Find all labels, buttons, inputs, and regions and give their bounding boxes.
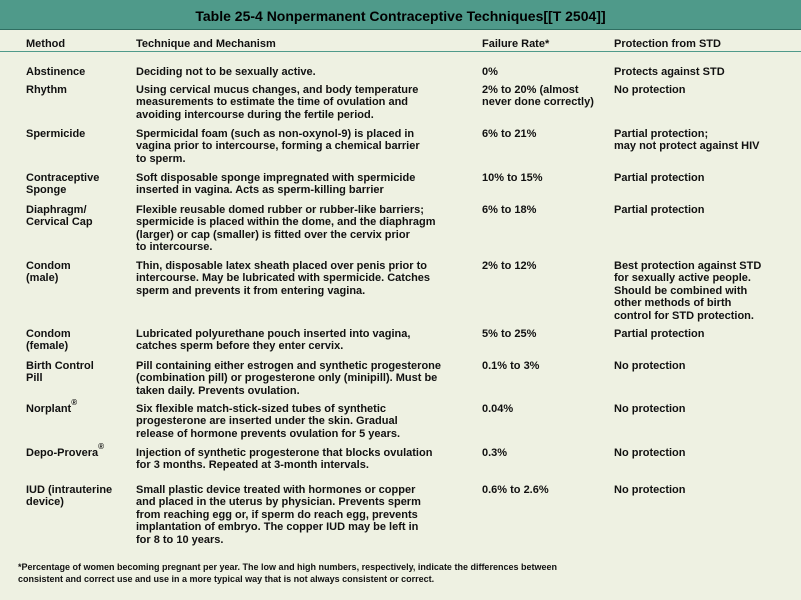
cell-technique [136, 403, 476, 440]
cell-line: Thin, disposable latex sheath placed over penis prior to [136, 260, 427, 272]
cell-line: for sexually active people. [614, 272, 751, 285]
cell-failure [482, 128, 608, 140]
cell-line: 6% to 21% [482, 128, 537, 140]
cell-line: (larger) or cap (smaller) is fitted over the cervix prior [136, 228, 410, 241]
cell-method [26, 66, 132, 78]
table-header-row [0, 32, 801, 52]
cell-line: Flexible reusable domed rubber or rubber-like barriers; [136, 204, 424, 216]
cell-line: from reaching egg or, if sperm do reach egg, prevents [136, 508, 418, 521]
cell-failure [482, 360, 608, 372]
cell-line: catches sperm before they enter cervix. [136, 340, 344, 353]
cell-line: Spermicidal foam (such as non-oxynol-9) is placed in [136, 128, 415, 140]
cell-line: No protection [614, 403, 686, 415]
cell-line: Cervical Cap [26, 216, 93, 229]
cell-line: Partial protection [614, 204, 705, 216]
cell-failure [482, 66, 608, 78]
cell-method [26, 128, 132, 140]
cell-protection [614, 328, 794, 340]
cell-line: implantation of embryo. The copper IUD may be left in [136, 521, 419, 534]
cell-line: may not protect against HIV [614, 140, 760, 153]
cell-protection [614, 484, 794, 496]
cell-line: 5% to 25% [482, 328, 537, 340]
cell-line: Lubricated polyurethane pouch inserted into vagina, [136, 328, 411, 340]
cell-failure [482, 403, 608, 415]
cell-protection [614, 84, 794, 96]
cell-line: 0.1% to 3% [482, 360, 540, 372]
cell-technique [136, 128, 476, 165]
cell-method [26, 84, 132, 96]
cell-line: vagina prior to intercourse, forming a chemical barrier [136, 140, 420, 153]
cell-failure [482, 84, 608, 109]
cell-technique [136, 328, 476, 353]
cell-line: 6% to 18% [482, 204, 537, 216]
cell-line: 0.3% [482, 447, 508, 459]
cell-line: Soft disposable sponge impregnated with spermicide [136, 172, 416, 184]
cell-line: No protection [614, 360, 686, 372]
footnote-line: *Percentage of women becoming pregnant per year. The low and high numbers, respectively, indicate the differences between [18, 562, 557, 572]
cell-technique [136, 172, 476, 197]
cell-line: Condom [26, 328, 71, 340]
cell-technique [136, 360, 476, 397]
cell-line: 2% to 12% [482, 260, 537, 272]
cell-line: Small plastic device treated with hormones or copper [136, 484, 416, 496]
cell-method [26, 328, 132, 353]
cell-protection [614, 128, 794, 153]
footnote-line: consistent and correct use and use in a more typical way that is not always consistent or correct. [18, 574, 435, 584]
cell-line: 2% to 20% (almost [482, 84, 579, 96]
header-protection: Protection from STD [614, 38, 721, 50]
cell-line: Partial protection; [614, 128, 709, 140]
cell-protection [614, 447, 794, 459]
cell-line: Diaphragm/ [26, 204, 87, 216]
cell-line: Deciding not to be sexually active. [136, 66, 316, 78]
cell-line: Using cervical mucus changes, and body temperature [136, 84, 419, 96]
cell-line: intercourse. May be lubricated with spermicide. Catches [136, 272, 431, 285]
footnote [18, 561, 788, 585]
cell-line: control for STD protection. [614, 309, 754, 322]
cell-method [26, 442, 132, 459]
cell-line: device) [26, 496, 64, 509]
cell-line: release of hormone prevents ovulation for 5 years. [136, 427, 401, 440]
cell-line: Partial protection [614, 328, 705, 340]
cell-failure [482, 260, 608, 272]
cell-line: for 3 months. Repeated at 3-month intervals. [136, 459, 369, 472]
cell-method [26, 484, 132, 509]
cell-line: Should be combined with [614, 284, 748, 297]
cell-line: to sperm. [136, 152, 186, 165]
cell-line: sperm and prevents it from entering vagina. [136, 284, 366, 297]
cell-line: No protection [614, 84, 686, 96]
cell-line: Sponge [26, 184, 67, 197]
cell-line: Depo-Provera [26, 447, 99, 459]
cell-failure [482, 172, 608, 184]
table-title: Table 25-4 Nonpermanent Contraceptive Techniques[[T 2504]] [0, 0, 801, 30]
cell-line: Partial protection [614, 172, 705, 184]
cell-technique [136, 204, 476, 254]
cell-protection [614, 204, 794, 216]
cell-line: Contraceptive [26, 172, 100, 184]
cell-line: for 8 to 10 years. [136, 533, 224, 546]
cell-line: IUD (intrauterine [26, 484, 113, 496]
cell-line: measurements to estimate the time of ovulation and [136, 96, 409, 109]
cell-line: taken daily. Prevents ovulation. [136, 384, 300, 397]
cell-line: 0% [482, 66, 498, 78]
header-failure-rate: Failure Rate* [482, 38, 550, 50]
cell-line: Six flexible match-stick-sized tubes of synthetic [136, 403, 387, 415]
cell-protection [614, 260, 794, 322]
cell-protection [614, 172, 794, 184]
registered-mark: ® [71, 398, 78, 408]
cell-line: and placed in the uterus by physician. Prevents sperm [136, 496, 421, 509]
cell-failure [482, 328, 608, 340]
cell-line: 0.6% to 2.6% [482, 484, 549, 496]
cell-line: inserted in vagina. Acts as sperm-killing barrier [136, 184, 384, 197]
cell-line: 10% to 15% [482, 172, 543, 184]
cell-line: (female) [26, 340, 69, 353]
cell-line: never done correctly) [482, 96, 594, 109]
cell-method [26, 204, 132, 229]
cell-line: to intercourse. [136, 241, 213, 254]
cell-failure [482, 484, 608, 496]
cell-line: Best protection against STD [614, 260, 762, 272]
cell-method [26, 172, 132, 197]
cell-protection [614, 66, 794, 78]
cell-failure [482, 204, 608, 216]
cell-line: No protection [614, 447, 686, 459]
header-technique: Technique and Mechanism [136, 38, 276, 50]
cell-technique [136, 84, 476, 121]
cell-line: progesterone are inserted under the skin. Gradual [136, 415, 398, 428]
cell-method [26, 260, 132, 285]
cell-line: No protection [614, 484, 686, 496]
cell-line: Injection of synthetic progesterone that blocks ovulation [136, 447, 433, 459]
cell-line: Pill [26, 372, 43, 385]
registered-mark: ® [98, 442, 105, 452]
cell-line: Pill containing either estrogen and synthetic progesterone [136, 360, 441, 372]
cell-protection [614, 360, 794, 372]
cell-line: Birth Control [26, 360, 94, 372]
cell-line: (combination pill) or progesterone only (minipill). Must be [136, 372, 438, 385]
cell-line: Norplant [26, 403, 72, 415]
cell-line: 0.04% [482, 403, 514, 415]
cell-protection [614, 403, 794, 415]
cell-line: Condom [26, 260, 71, 272]
cell-line: (male) [26, 272, 59, 285]
cell-method [26, 398, 132, 415]
cell-line: Abstinence [26, 66, 86, 78]
cell-line: other methods of birth [614, 297, 732, 310]
cell-technique [136, 484, 476, 546]
cell-method [26, 360, 132, 385]
cell-technique [136, 66, 476, 78]
cell-failure [482, 447, 608, 459]
cell-line: Rhythm [26, 84, 67, 96]
cell-line: spermicide is placed within the dome, and the diaphragm [136, 216, 436, 229]
cell-line: Protects against STD [614, 66, 725, 78]
cell-line: avoiding intercourse during the fertile period. [136, 108, 374, 121]
cell-technique [136, 260, 476, 297]
cell-line: Spermicide [26, 128, 86, 140]
cell-technique [136, 447, 476, 472]
header-method: Method [26, 38, 66, 50]
